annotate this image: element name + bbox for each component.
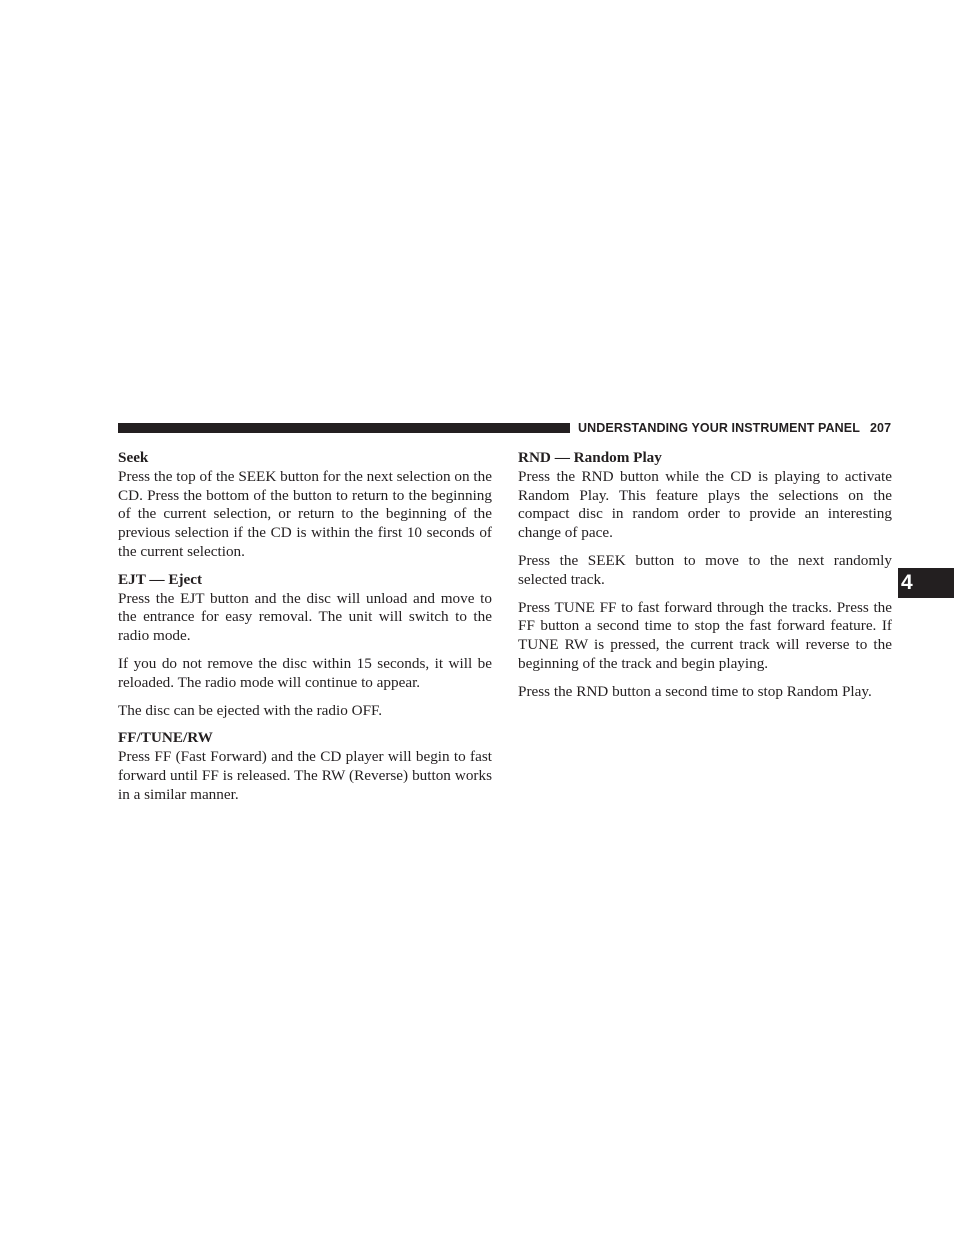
- eject-paragraph-3: The disc can be ejected with the radio OFF.: [118, 701, 383, 719]
- random-paragraph-4: Press the RND button a second time to stop Random Play.: [518, 682, 872, 700]
- random-section: [518, 449, 892, 702]
- left-column: [118, 449, 492, 814]
- section-title: UNDERSTANDING YOUR INSTRUMENT PANEL: [578, 421, 860, 435]
- eject-paragraph-2: If you do not remove the disc within 15 seconds, it will be reloaded. The radio mode will continue to appear.: [118, 654, 492, 691]
- seek-paragraph-1: Press the top of the SEEK button for the next selection on the CD. Press the bottom of the button to return to the beginning of the current selection, or return to the beginning of the previous selection if the CD is within the first 10 seconds of the current selection.: [118, 467, 492, 560]
- running-header: [578, 420, 891, 436]
- chapter-tab: 4: [898, 568, 954, 598]
- seek-heading: Seek: [118, 449, 149, 466]
- right-column: [518, 449, 892, 711]
- fftune-paragraph-1: Press FF (Fast Forward) and the CD player will begin to fast forward until FF is released. The RW (Reverse) button works in a similar manner.: [118, 748, 492, 803]
- fftune-heading: FF/TUNE/RW: [118, 729, 213, 747]
- eject-paragraph-1: Press the EJT button and the disc will unload and move to the entrance for easy removal. The unit will switch to the radio mode.: [118, 589, 492, 645]
- random-paragraph-1: Press the RND button while the CD is playing to activate Random Play. This feature plays the selections on the compact disc in random order to provide an interesting change of pace.: [518, 467, 892, 542]
- eject-section: [118, 571, 492, 721]
- random-heading: RND — Random Play: [518, 449, 662, 466]
- seek-section: [118, 449, 492, 562]
- header-rule: [118, 423, 570, 433]
- random-paragraph-3: Press TUNE FF to fast forward through the tracks. Press the FF button a second time to stop the fast forward feature. If TUNE RW is pressed, the current track will reverse to the beginning of the track and begin playing.: [518, 598, 892, 672]
- eject-heading: EJT — Eject: [118, 570, 203, 588]
- random-paragraph-2: Press the SEEK button to move to the next randomly selected track.: [518, 551, 892, 588]
- page-number: 207: [869, 421, 892, 435]
- fftune-section: [118, 729, 492, 804]
